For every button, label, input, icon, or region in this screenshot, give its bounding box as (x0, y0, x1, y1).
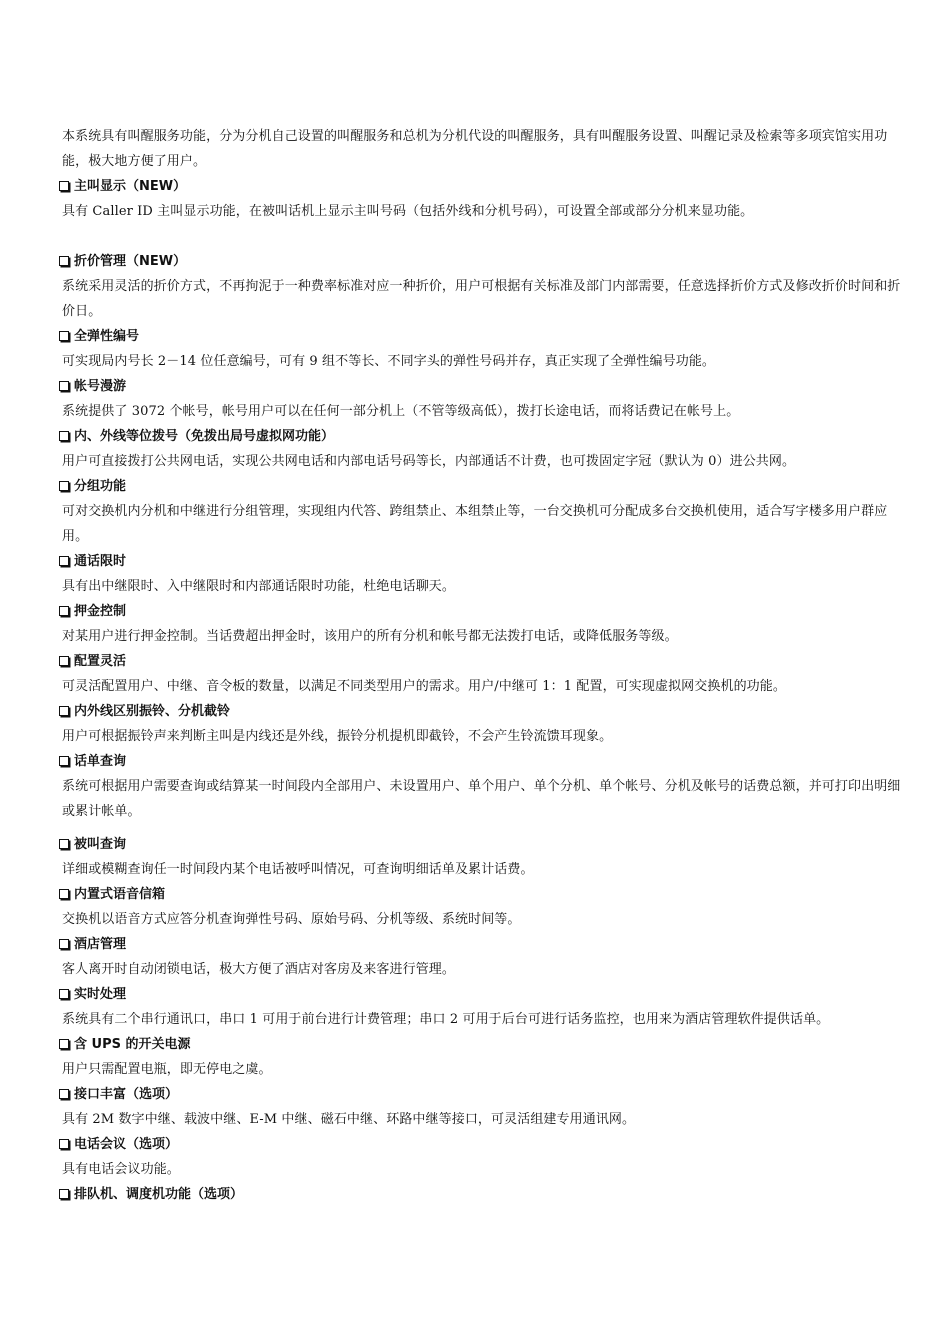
section-heading (58, 424, 910, 449)
section-flexible-config (58, 649, 910, 699)
checkbox-bullet-icon (59, 989, 69, 999)
section-numbering (58, 324, 910, 374)
checkbox-bullet-icon (59, 1039, 69, 1049)
section-title: 含 UPS 的开关电源 (74, 1037, 191, 1052)
checkbox-bullet-icon (59, 181, 69, 191)
section-title: 通话限时 (74, 554, 127, 569)
section-body: 具有 Caller ID 主叫显示功能，在被叫话机上显示主叫号码（包括外线和分机号码），可设置全部或部分分机来显功能。 (62, 204, 754, 219)
section-conference (58, 1132, 910, 1182)
section-heading (58, 832, 910, 857)
section-title: 话单查询 (74, 754, 127, 769)
checkbox-bullet-icon (59, 839, 69, 849)
section-heading (58, 474, 910, 499)
section-realtime-processing (58, 982, 910, 1032)
checkbox-bullet-icon (59, 606, 69, 616)
section-title: 帐号漫游 (74, 379, 127, 394)
section-grouping (58, 474, 910, 549)
checkbox-bullet-icon (59, 481, 69, 491)
section-title: 分组功能 (74, 479, 127, 494)
section-deposit-control (58, 599, 910, 649)
document-page (58, 124, 910, 1207)
section-heading (58, 932, 910, 957)
checkbox-bullet-icon (59, 656, 69, 666)
section-title: 折价管理（NEW） (74, 254, 187, 269)
checkbox-bullet-icon (59, 381, 69, 391)
section-heading (58, 324, 910, 349)
section-title: 排队机、调度机功能（选项） (74, 1187, 244, 1202)
section-heading (58, 1132, 910, 1157)
checkbox-bullet-icon (59, 556, 69, 566)
section-title: 内、外线等位拨号（免拨出局号虚拟网功能） (74, 429, 335, 444)
section-body: 客人离开时自动闭锁电话，极大方便了酒店对客房及来客进行管理。 (62, 962, 456, 977)
section-heading (58, 174, 910, 199)
section-body: 对某用户进行押金控制。当话费超出押金时，该用户的所有分机和帐号都无法拨打电话，或降低服务等级。 (62, 629, 678, 644)
checkbox-bullet-icon (59, 889, 69, 899)
section-heading (58, 549, 910, 574)
section-body: 具有 2M 数字中继、载波中继、E-M 中继、磁石中继、环路中继等接口，可灵活组建专用通讯网。 (62, 1112, 636, 1127)
section-body: 详细或模糊查询任一时间段内某个电话被呼叫情况，可查询明细话单及累计话费。 (62, 862, 534, 877)
checkbox-bullet-icon (59, 256, 69, 266)
section-heading (58, 599, 910, 624)
section-queue-dispatch (58, 1182, 910, 1207)
spacer (58, 824, 910, 832)
section-caller-id (58, 174, 910, 224)
checkbox-bullet-icon (59, 756, 69, 766)
section-title: 押金控制 (74, 604, 127, 619)
section-discount (58, 249, 910, 324)
section-body: 可实现局内号长 2－14 位任意编号，可有 9 组不等长、不同字头的弹性号码并存，真正实现了全弹性编号功能。 (62, 354, 716, 369)
section-voice-mailbox (58, 882, 910, 932)
section-title: 酒店管理 (74, 937, 127, 952)
section-heading (58, 982, 910, 1007)
checkbox-bullet-icon (59, 331, 69, 341)
section-call-time-limit (58, 549, 910, 599)
section-body: 可对交换机内分机和中继进行分组管理，实现组内代答、跨组禁止、本组禁止等，一台交换机可分配成多台交换机使用，适合写字楼多用户群应用。 (62, 504, 888, 544)
section-title: 全弹性编号 (74, 329, 140, 344)
section-body: 交换机以语音方式应答分机查询弹性号码、原始号码、分机等级、系统时间等。 (62, 912, 521, 927)
section-interfaces (58, 1082, 910, 1132)
section-distinct-ringing (58, 699, 910, 749)
section-title: 内置式语音信箱 (74, 887, 166, 902)
section-body: 系统提供了 3072 个帐号，帐号用户可以在任何一部分机上（不管等级高低），拨打长途电话，而将话费记在帐号上。 (62, 404, 740, 419)
section-body: 系统可根据用户需要查询或结算某一时间段内全部用户、未设置用户、单个用户、单个分机、单个帐号、分机及帐号的话费总额，并可打印出明细或累计帐单。 (62, 779, 901, 819)
section-title: 配置灵活 (74, 654, 127, 669)
checkbox-bullet-icon (59, 706, 69, 716)
section-body: 系统具有二个串行通讯口，串口 1 可用于前台进行计费管理；串口 2 可用于后台可进行话务监控，也用来为酒店管理软件提供话单。 (62, 1012, 830, 1027)
section-body: 用户可根据振铃声来判断主叫是内线还是外线，振铃分机提机即截铃，不会产生铃流馈耳现象。 (62, 729, 613, 744)
section-body: 用户只需配置电瓶，即无停电之虞。 (62, 1062, 272, 1077)
section-heading (58, 374, 910, 399)
spacer (58, 224, 910, 249)
section-hotel-management (58, 932, 910, 982)
section-heading (58, 1032, 910, 1057)
section-title: 电话会议（选项） (74, 1137, 179, 1152)
checkbox-bullet-icon (59, 1139, 69, 1149)
section-heading (58, 249, 910, 274)
section-title: 实时处理 (74, 987, 127, 1002)
checkbox-bullet-icon (59, 431, 69, 441)
section-heading (58, 1182, 910, 1207)
section-title: 主叫显示（NEW） (74, 179, 187, 194)
section-heading (58, 1082, 910, 1107)
checkbox-bullet-icon (59, 1189, 69, 1199)
section-title: 接口丰富（选项） (74, 1087, 179, 1102)
section-account-roaming (58, 374, 910, 424)
checkbox-bullet-icon (59, 1089, 69, 1099)
section-heading (58, 749, 910, 774)
section-body: 用户可直接拨打公共网电话，实现公共网电话和内部电话号码等长，内部通话不计费，也可拨固定字冠（默认为 0）进公共网。 (62, 454, 796, 469)
section-body: 系统采用灵活的折价方式，不再拘泥于一种费率标准对应一种折价，用户可根据有关标准及部门内部需要，任意选择折价方式及修改折价时间和折价日。 (62, 279, 901, 319)
section-title: 内外线区别振铃、分机截铃 (74, 704, 231, 719)
section-ups-power (58, 1032, 910, 1082)
section-heading (58, 699, 910, 724)
section-equal-dialing (58, 424, 910, 474)
section-bill-query (58, 749, 910, 824)
checkbox-bullet-icon (59, 939, 69, 949)
section-called-query (58, 832, 910, 882)
section-body: 具有电话会议功能。 (62, 1162, 180, 1177)
section-heading (58, 882, 910, 907)
intro-paragraph: 本系统具有叫醒服务功能，分为分机自己设置的叫醒服务和总机为分机代设的叫醒服务，具有叫醒服务设置、叫醒记录及检索等多项宾馆实用功能，极大地方便了用户。 (62, 129, 888, 169)
section-heading (58, 649, 910, 674)
section-body: 可灵活配置用户、中继、音令板的数量，以满足不同类型用户的需求。用户/中继可 1：1 配置，可实现虚拟网交换机的功能。 (62, 679, 786, 694)
section-body: 具有出中继限时、入中继限时和内部通话限时功能，杜绝电话聊天。 (62, 579, 456, 594)
section-title: 被叫查询 (74, 837, 127, 852)
